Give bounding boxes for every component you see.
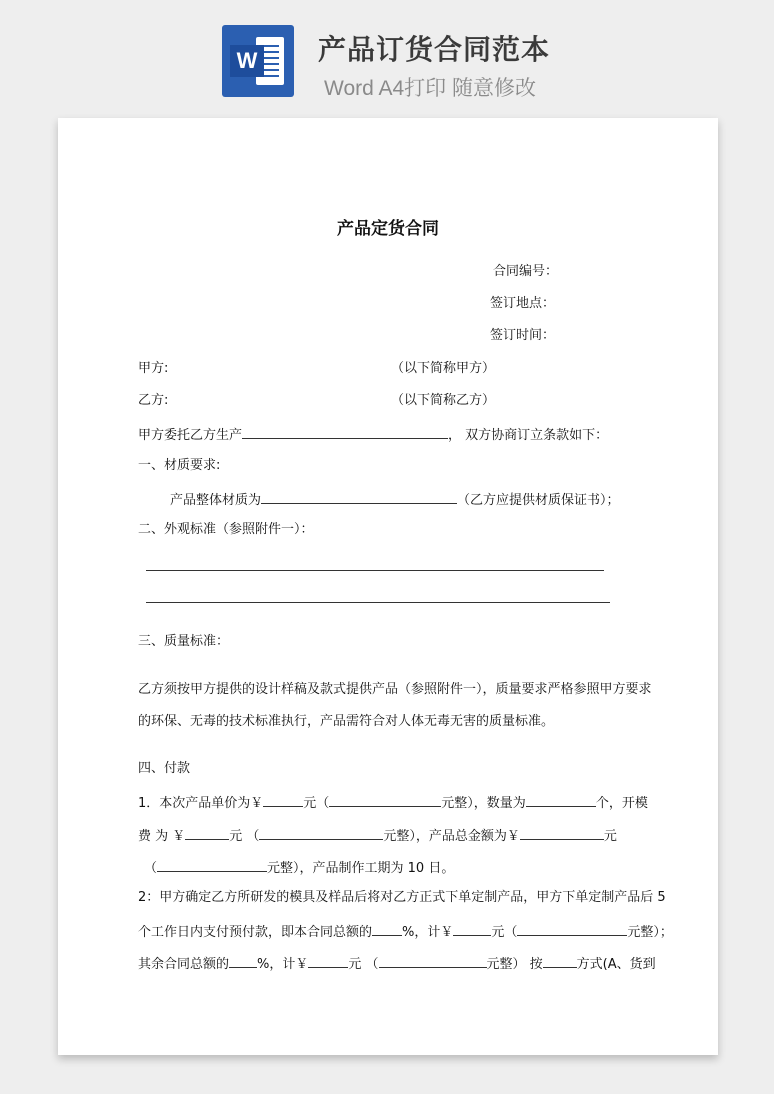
payment-terms-line-1: 2：甲方确定乙方所研发的模具及样品后将对乙方正式下单定制产品，甲方下单定制产品后 5 [138,890,666,905]
word-letter-badge: W [230,45,264,77]
section-2-heading: 二、外观标准（参照附件一）： [138,522,314,537]
banner-title: 产品订货合同范本 [318,33,551,66]
document-page [58,118,718,1055]
sign-time-label: 签订时间： [490,328,556,343]
banner-subtitle: Word A4打印 随意修改 [324,77,536,100]
payment-line-2: 费 为 ￥ 元 （ 元整），产品总金额为￥ 元 [138,826,617,845]
material-line: 产品整体材质为 （乙方应提供材质保证书）； [170,490,620,509]
payment-line-1: 1．本次产品单价为￥ 元（ 元整），数量为 个，开模 [138,793,648,812]
sign-place-label: 签订地点： [490,296,556,311]
party-b-note: （以下简称乙方） [391,393,496,408]
section-1-heading: 一、材质要求: [138,458,221,473]
quality-paragraph-line-1: 乙方须按甲方提供的设计样稿及款式提供产品（参照附件一），质量要求严格参照甲方要求 [138,682,652,697]
section-3-heading: 三、质量标准： [138,634,230,649]
quality-paragraph-line-2: 的环保、无毒的技术标准执行，产品需符合对人体无毒无害的质量标准。 [138,714,555,729]
document-title: 产品定货合同 [337,219,439,239]
party-b-label: 乙方: [138,393,169,408]
payment-terms-line-2: 个工作日内支付预付款，即本合同总额的 %，计￥ 元（ 元整）； [138,922,673,941]
party-a-label: 甲方: [138,361,169,376]
contract-number-label: 合同编号： [493,264,559,279]
word-logo-icon [222,25,294,97]
payment-terms-line-3: 其余合同总额的 %，计￥ 元 （ 元整） 按 方式(A、货到 [138,954,656,973]
appearance-blank-line-2 [146,602,610,603]
appearance-blank-line-1 [146,570,604,571]
payment-line-3: （ 元整），产品制作工期为 10 日。 [144,858,454,877]
commission-line: 甲方委托乙方生产 ， 双方协商订立条款如下： [138,425,608,444]
section-4-heading: 四、付款 [138,761,191,776]
party-a-note: （以下简称甲方） [391,361,496,376]
